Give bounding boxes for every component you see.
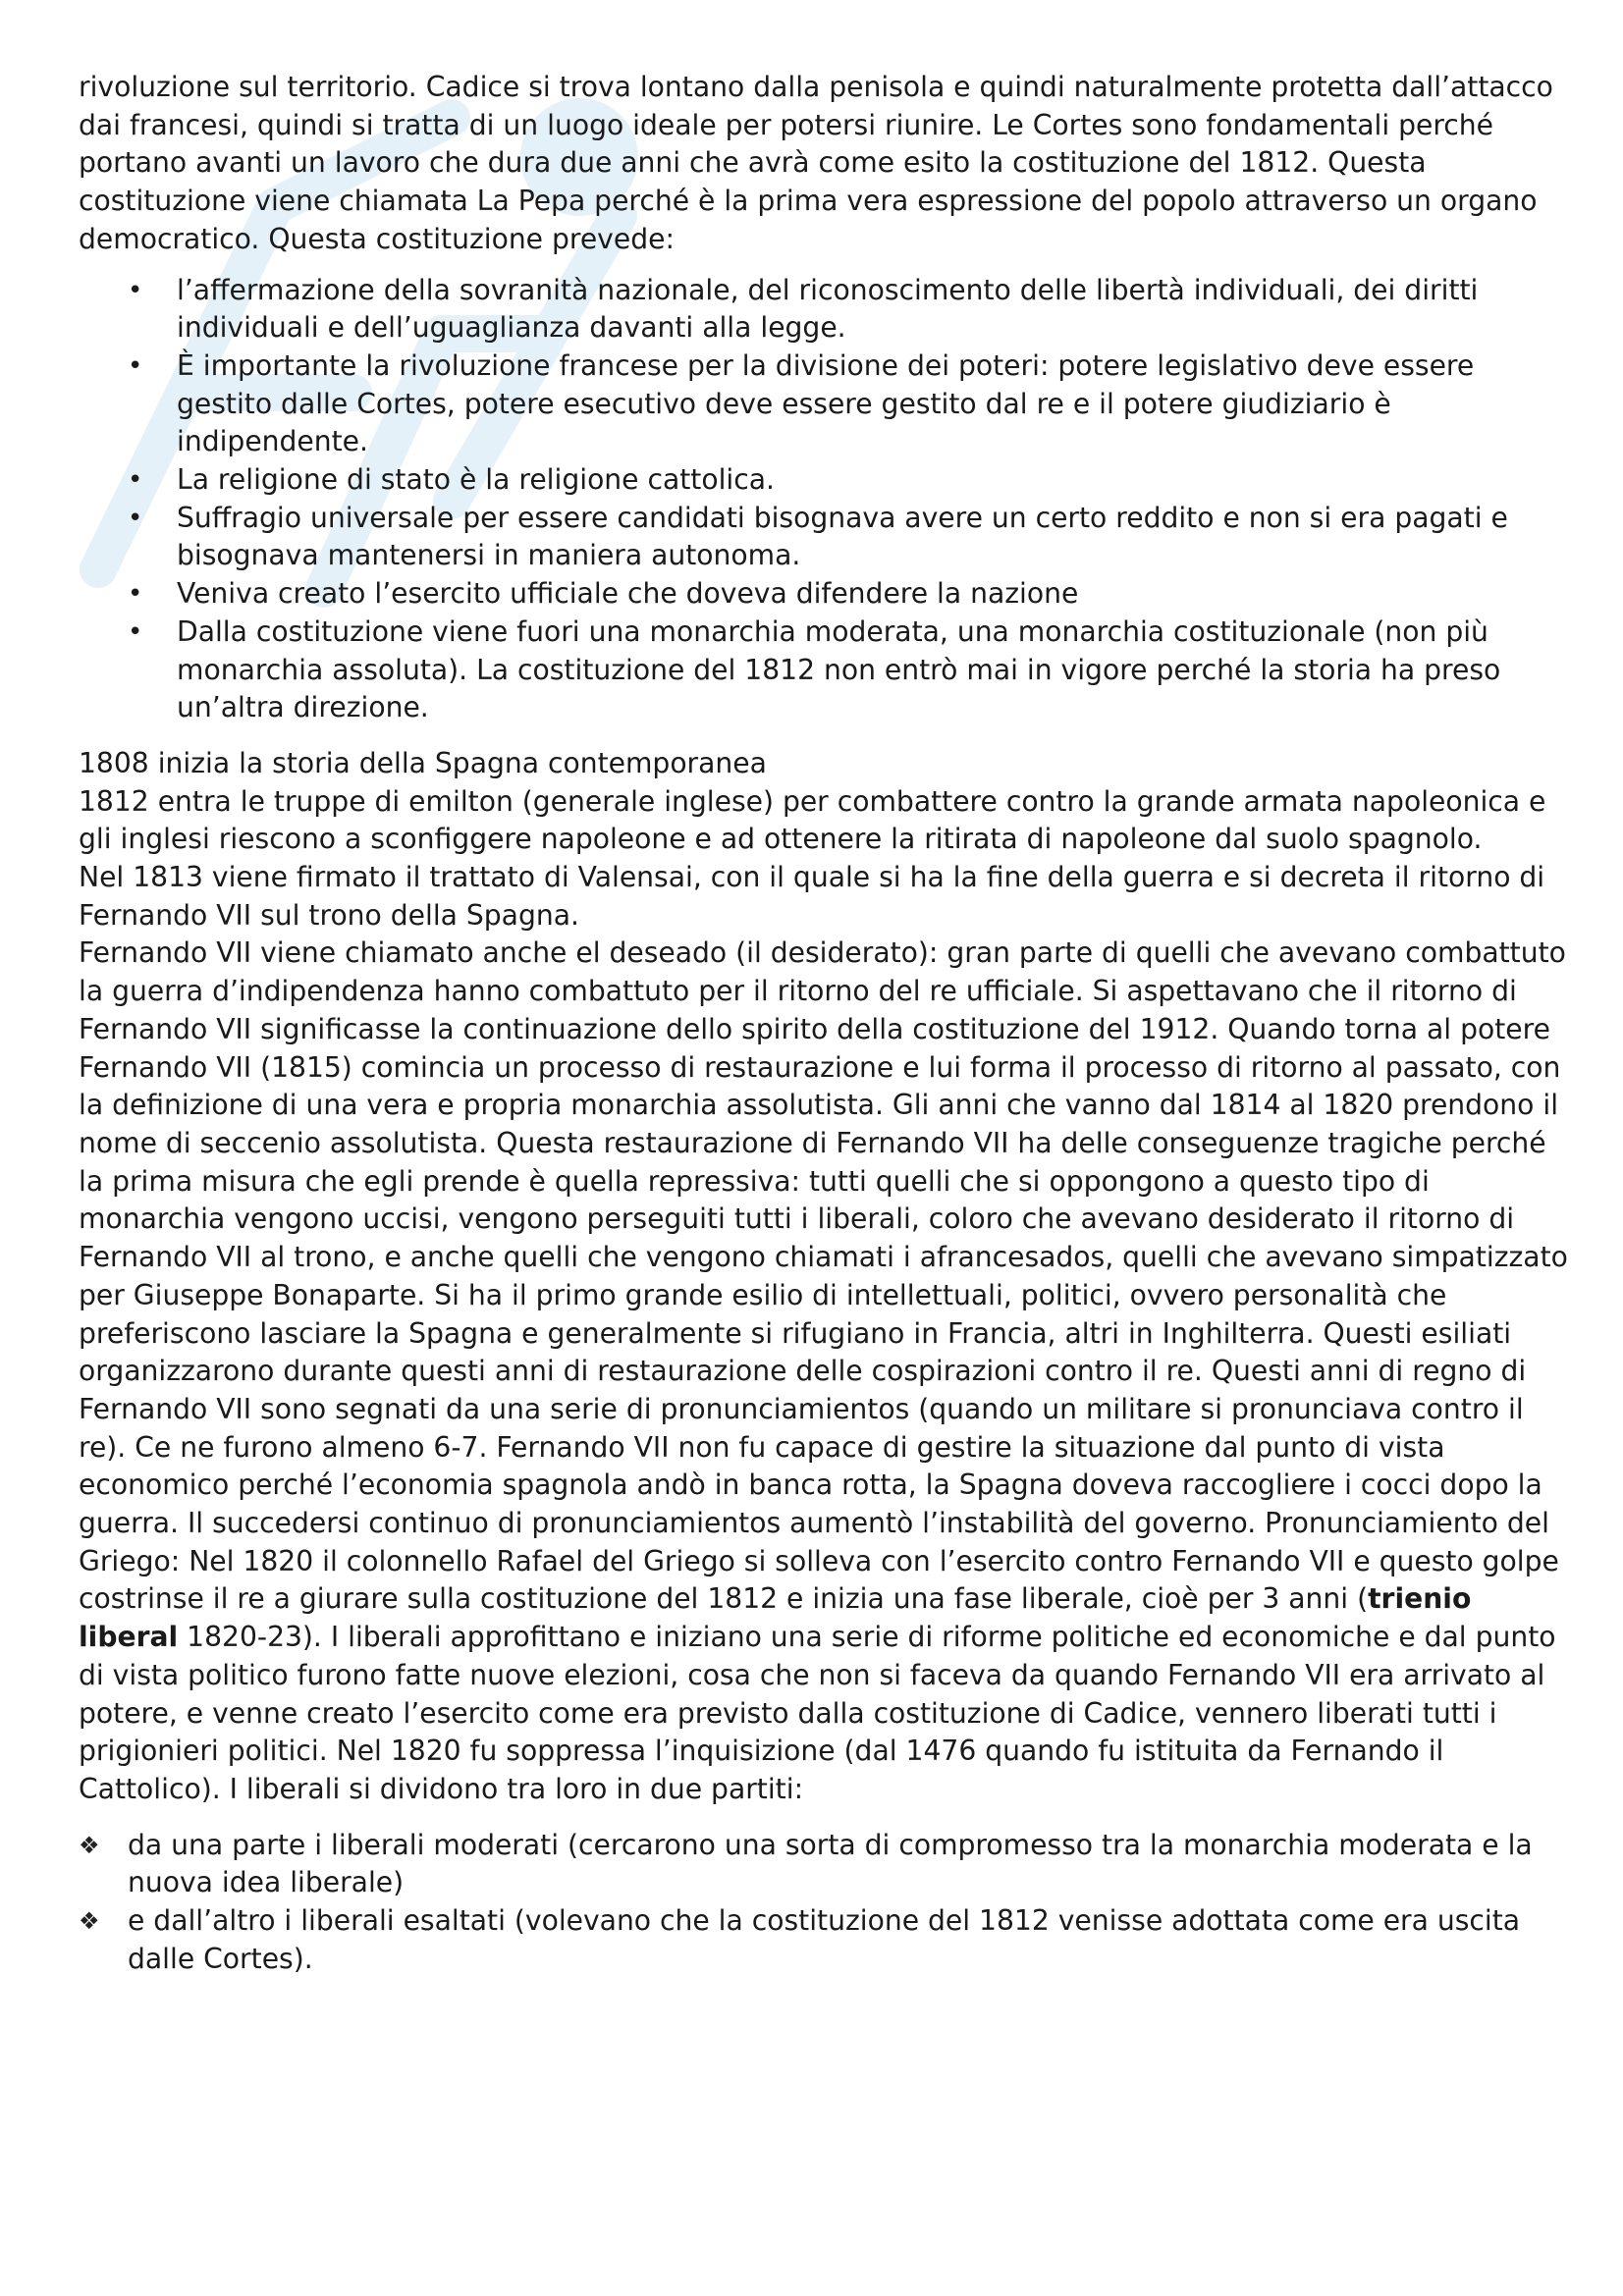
list-item: • Dalla costituzione viene fuori una monarchia moderata, una monarchia costituzionale (non più monarchia assoluta). La costituzione del 1812 non entrò mai in vigore perché la storia ha preso un’altra direzione. xyxy=(128,614,1501,724)
diamond-bullet-icon: ❖ xyxy=(79,1831,100,1859)
fernando-paragraph: Fernando VII viene chiamato anche el deseado (il desiderato): gran parte di quelli che avevano combattuto la guerra d’indipendenza hanno combattuto per il ritorno del re ufficiale. Si aspettavano che il ritorno di Fernando VII significasse la continuazione dello spirito della costituzione del 1912. Quando torna al potere Fernando VII (1815) comincia un processo di restaurazione e lui forma il processo di ritorno al passato, con la definizione di una vera e propria monarchia assolutista. Gli anni che vanno dal 1814 al 1820 prendono il nome di seccenio assolutista. Questa restaurazione di Fernando VII ha delle conseguenze tragiche perché la prima misura che egli prende è quella repressiva: tutti quelli che si oppongono a questo tipo di monarchia vengono uccisi, vengono perseguiti tutti i liberali, coloro che avevano desiderato il ritorno di Fernando VII al trono, e anche quelli che vengono chiamati i afrancesados, quelli che avevano simpatizzato per Giuseppe Bonaparte. Si ha il primo grande esilio di intellettuali, politici, ovvero personalità che preferiscono lasciare la Spagna e generalmente si rifugiano in Francia, altri in Inghilterra. Questi esiliati organizzarono durante questi anni di restaurazione delle cospirazioni contro il re. Questi anni di regno di Fernando VII sono segnati da una serie di pronunciamientos (quando un militare si pronunciava contro il re). Ce ne furono almeno 6-7. Fernando VII non fu capace di gestire la situazione dal punto di vista economico perché l’economia spagnola andò in banca rotta, la Spagna doveva raccogliere i cocci dopo la guerra. Il succedersi continuo di pronunciamientos aumentò l’instabilità del governo. Pronunciamiento del Griego: Nel 1820 il colonnello Rafael del Griego si solleva con l’esercito contro Fernando VII e questo golpe costrinse il re a giurare sulla costituzione del 1812 e inizia una fase liberale, cioè per 3 anni (trienio liberal 1820-23). I liberali approfittano e iniziano una serie di riforme politiche ed economiche e dal punto di vista politico furono fatte nuove elezioni, cosa che non si faceva da quando Fernando VII era arrivato al potere, e venne creato l’esercito come era previsto dalla costituzione di Cadice, vennero liberati tutti i prigionieri politici. Nel 1820 fu soppressa l’inquisizione (dal 1476 quando fu istituita da Fernando il Cattolico). I liberali si dividono tra loro in due partiti: xyxy=(79,936,1568,1805)
list-item: • Veniva creato l’esercito ufficiale che doveva difendere la nazione xyxy=(79,575,1571,614)
bullet-icon: • xyxy=(128,503,143,533)
bullet-icon: • xyxy=(128,616,143,647)
list-item: • La religione di stato è la religione cattolica. xyxy=(79,461,1571,500)
list-item: • l’affermazione della sovranità nazionale, del riconoscimento delle libertà individuali, dei diritti individuali e dell’uguaglianza davanti alla legge. xyxy=(128,273,1479,345)
bullet-icon: • xyxy=(128,275,143,305)
section-gap xyxy=(79,727,1571,745)
list-item: ❖ e dall’altro i liberali esaltati (volevano che la costituzione del 1812 venisse adottata come era uscita dalle Cortes). xyxy=(79,1904,1521,1975)
liberal-parties-list xyxy=(79,1827,1571,1979)
list-item: • Suffragio universale per essere candidati bisognava avere un certo reddito e non si era pagati e bisognava mantenersi in maniera autonoma. xyxy=(128,501,1508,572)
timeline-1808: 1808 inizia la storia della Spagna contemporanea xyxy=(79,746,767,779)
document-page xyxy=(79,69,1571,1978)
timeline-1812: 1812 entra le truppe di emilton (generale inglese) per combattere contro la grande armata napoleonica e gli inglesi riescono a sconfiggere napoleone e ad ottenere la ritirata di napoleone dal suolo spagnolo. xyxy=(79,784,1546,856)
bullet-icon: • xyxy=(128,579,143,610)
bullet-icon: • xyxy=(128,350,143,381)
constitution-points-list xyxy=(79,272,1571,727)
diamond-bullet-icon: ❖ xyxy=(79,1907,100,1936)
bullet-icon: • xyxy=(128,465,143,496)
trienio-liberal-term: trienio liberal xyxy=(79,1582,1472,1654)
list-item: • È importante la rivoluzione francese per la divisione dei poteri: potere legislativo deve essere gestito dalle Cortes, potere esecutivo deve essere gestito dal re e il potere giudiziario è indipendente. xyxy=(128,348,1475,458)
list-item: ❖ da una parte i liberali moderati (cercarono una sorta di compromesso tra la monarchia moderata e la nuova idea liberale) xyxy=(79,1828,1533,1899)
intro-paragraph: rivoluzione sul territorio. Cadice si trova lontano dalla penisola e quindi naturalmente protetta dall’attacco dai francesi, quindi si tratta di un luogo ideale per potersi riunire. Le Cortes sono fondamentali perché portano avanti un lavoro che dura due anni che avrà come esito la costituzione del 1812. Questa costituzione viene chiamata La Pepa perché è la prima vera espressione del popolo attraverso un organo democratico. Questa costituzione prevede: xyxy=(79,71,1553,255)
timeline-1813: Nel 1813 viene firmato il trattato di Valensai, con il quale si ha la fine della guerra e si decreta il ritorno di Fernando VII sul trono della Spagna. xyxy=(79,861,1545,932)
